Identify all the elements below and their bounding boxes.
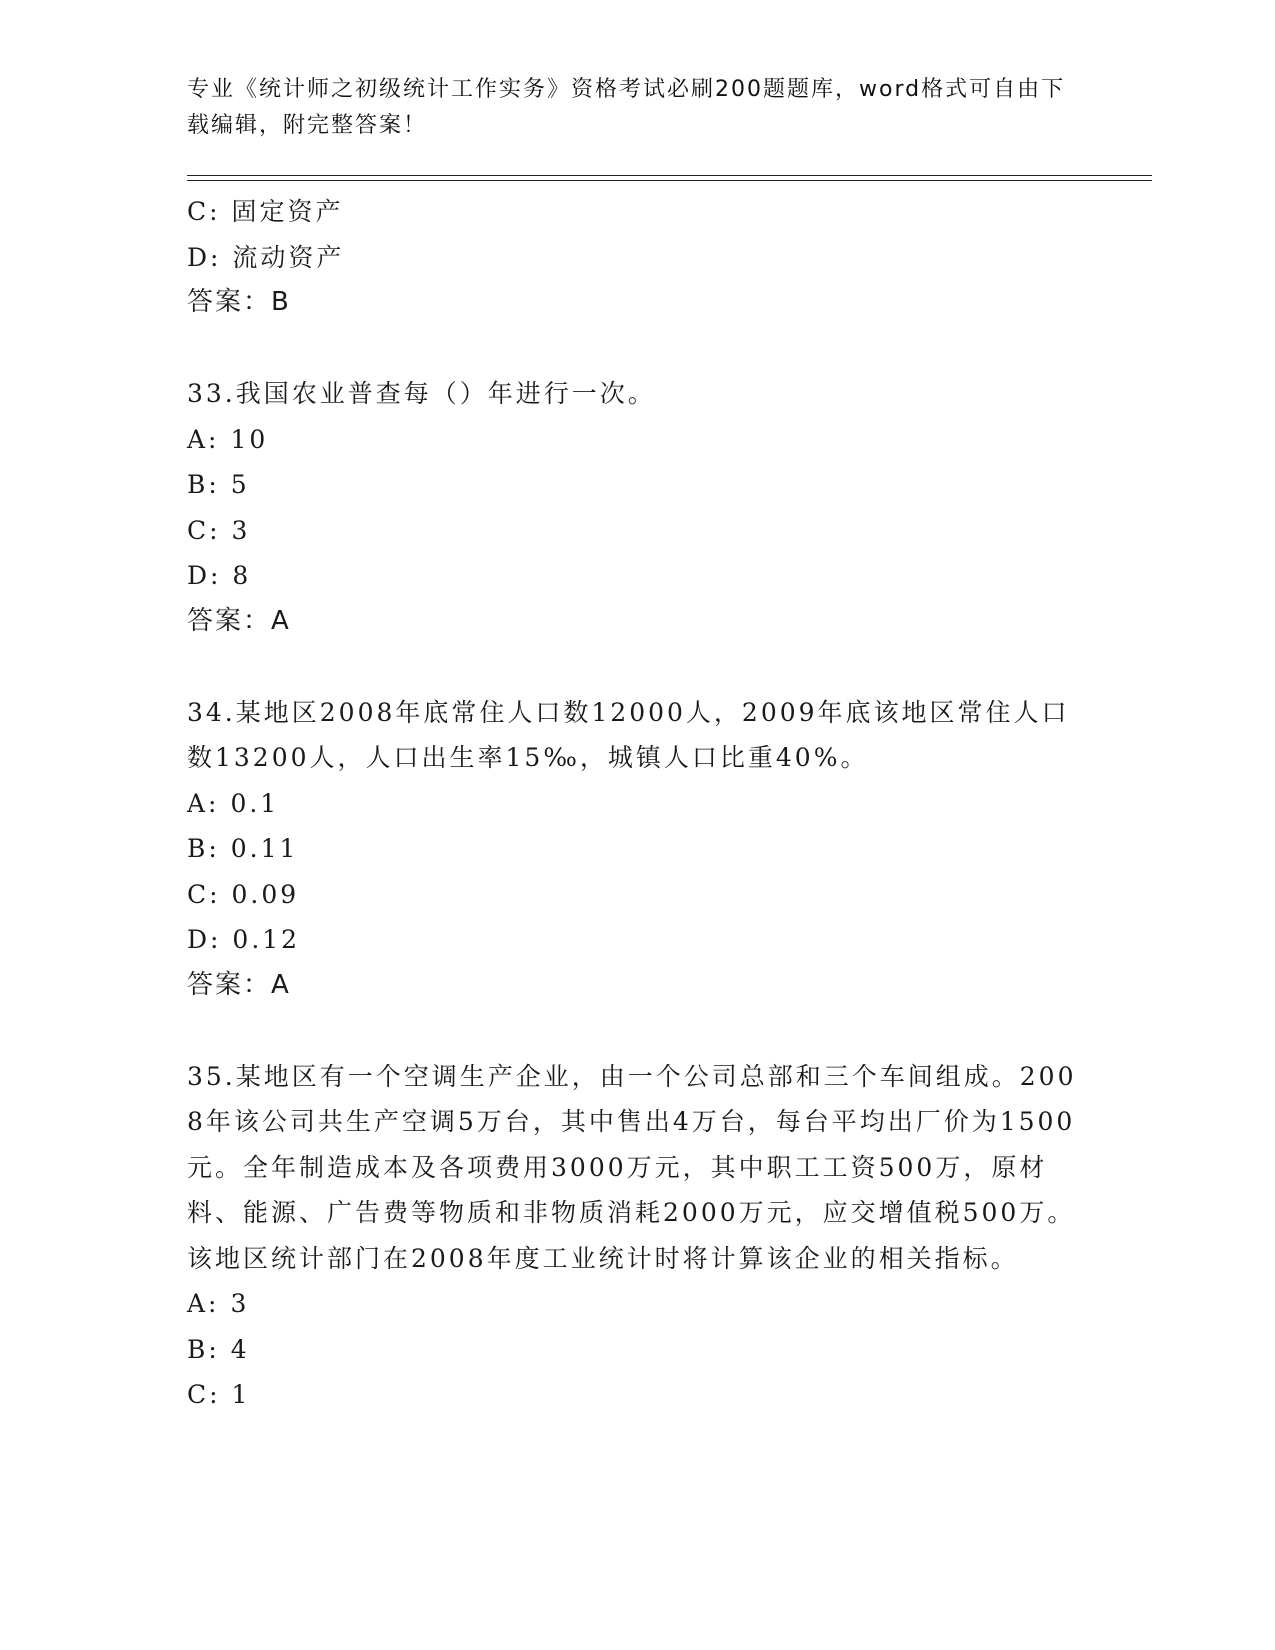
- option-c: C: 0.09: [187, 879, 300, 909]
- option-c: C: 3: [187, 515, 251, 545]
- option-d: D: 流动资产: [187, 242, 345, 272]
- option-d: D: 0.12: [187, 925, 301, 954]
- question-33-text: 33.我国农业普查每（）年进行一次。: [187, 379, 656, 408]
- option-b: B: 0.11: [187, 834, 299, 863]
- question-35-text: 35.某地区有一个空调生产企业，由一个公司总部和三个车间组成。2008年该公司共生产空调5万台，其中售出4万台，每台平均出厂价为1500元。全年制造成本及各项费用3000万元，其中职工工资500万，原材料、能源、广告费等物质和非物质消耗2000万元，应交增值税500万。该地区统计部门在2008年度工业统计时将计算该企业的相关指标。: [187, 1061, 1077, 1273]
- option-a: A: 3: [187, 1289, 250, 1318]
- answer-line: 答案：A: [187, 969, 291, 1000]
- option-a: A: 0.1: [187, 788, 280, 818]
- option-c: C: 固定资产: [187, 197, 344, 226]
- question-34-text: 34.某地区2008年底常住人口数12000人，2009年底该地区常住人口数13200人，人口出生率15‰，城镇人口比重40%。: [187, 697, 1070, 772]
- option-b: B: 5: [187, 470, 250, 499]
- option-b: B: 4: [187, 1334, 250, 1364]
- answer-line: 答案：B: [187, 287, 291, 317]
- option-c: C: 1: [187, 1380, 251, 1409]
- question-list: [187, 189, 1087, 1418]
- header-rule-top: [187, 175, 1152, 176]
- document-header: 专业《统计师之初级统计工作实务》资格考试必刷200题题库，word格式可自由下载编辑，附完整答案！: [187, 77, 1066, 138]
- header-rule-bottom: [187, 180, 1152, 181]
- option-d: D: 8: [187, 561, 252, 590]
- option-a: A: 10: [187, 424, 269, 454]
- answer-line: 答案：A: [187, 605, 291, 636]
